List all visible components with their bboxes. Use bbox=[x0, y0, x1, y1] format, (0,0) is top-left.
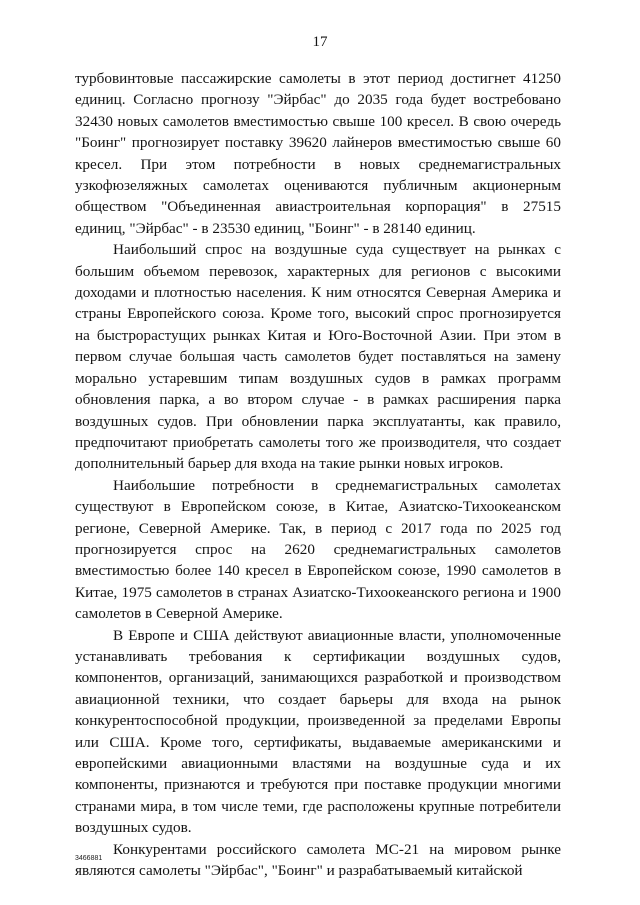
document-body bbox=[75, 68, 561, 881]
document-id: 3466881 bbox=[75, 855, 103, 862]
paragraph-medium-haul-needs: Наибольшие потребности в среднемагистральных самолетах существуют в Европейском союзе, в Китае, Азиатско-Тихоокеанском регионе, Северной Америке. Так, в период с 2017 года по 2025 год прогнозируется спрос на 2620 среднемагистральных самолетов вместимостью более 140 кресел в Европейском союзе, 1990 самолетов в Китае, 1975 самолетов в странах Азиатско-Тихоокеанского региона и 1900 самолетов в Северной Америке. bbox=[75, 476, 561, 623]
paragraph-certification: В Европе и США действуют авиационные власти, уполномоченные устанавливать требования к сертификации воздушных судов, компонентов, организаций, занимающихся разработкой и производством авиационной техники, что создает барьеры для входа на рынок конкурентоспособной продукции, произведенной за пределами Европы или США. Кроме того, сертификаты, выдаваемые американскими и европейскими авиационными властями на воздушные суда и их компоненты, признаются и требуются при поставке продукции многими странами мира, в том числе теми, где расположены крупные потребители воздушных судов. bbox=[75, 626, 561, 837]
paragraph-competitors: Конкурентами российского самолета МС-21 на мировом рынке являются самолеты "Эйрбас", "Боинг" и разрабатываемый китайской bbox=[75, 840, 561, 880]
paragraph-continuation: турбовинтовые пассажирские самолеты в этот период достигнет 41250 единиц. Согласно прогнозу "Эйрбас" до 2035 года будет востребовано 32430 новых самолетов вместимостью свыше 100 кресел. В свою очередь "Боинг" прогнозирует поставку 39620 лайнеров вместимостью свыше 60 кресел. При этом потребности в новых среднемагистральных узкофюзеляжных самолетах оцениваются публичным акционерным обществом "Объединенная авиастроительная корпорация" в 27515 единиц, "Эйрбас" - в 23530 единиц, "Боинг" - в 28140 единиц. bbox=[75, 70, 561, 237]
paragraph-demand-markets: Наибольший спрос на воздушные суда существует на рынках с большим объемом перевозок, характерных для регионов с высокими доходами и плотностью населения. К ним относятся Северная Америка и страны Европейского союза. Кроме того, высокий спрос прогнозируется на быстрорастущих рынках Китая и Юго-Восточной Азии. При этом в первом случае большая часть самолетов будет поставляться на замену морально устаревшим типам воздушных судов в рамках программ обновления парка, а во втором случае - в рамках расширения парка воздушных судов. При обновлении парка эксплуатанты, как правило, предпочитают приобретать самолеты того же производителя, что создает дополнительный барьер для входа на такие рынки новых игроков. bbox=[75, 241, 561, 473]
page-number: 17 bbox=[312, 34, 328, 50]
